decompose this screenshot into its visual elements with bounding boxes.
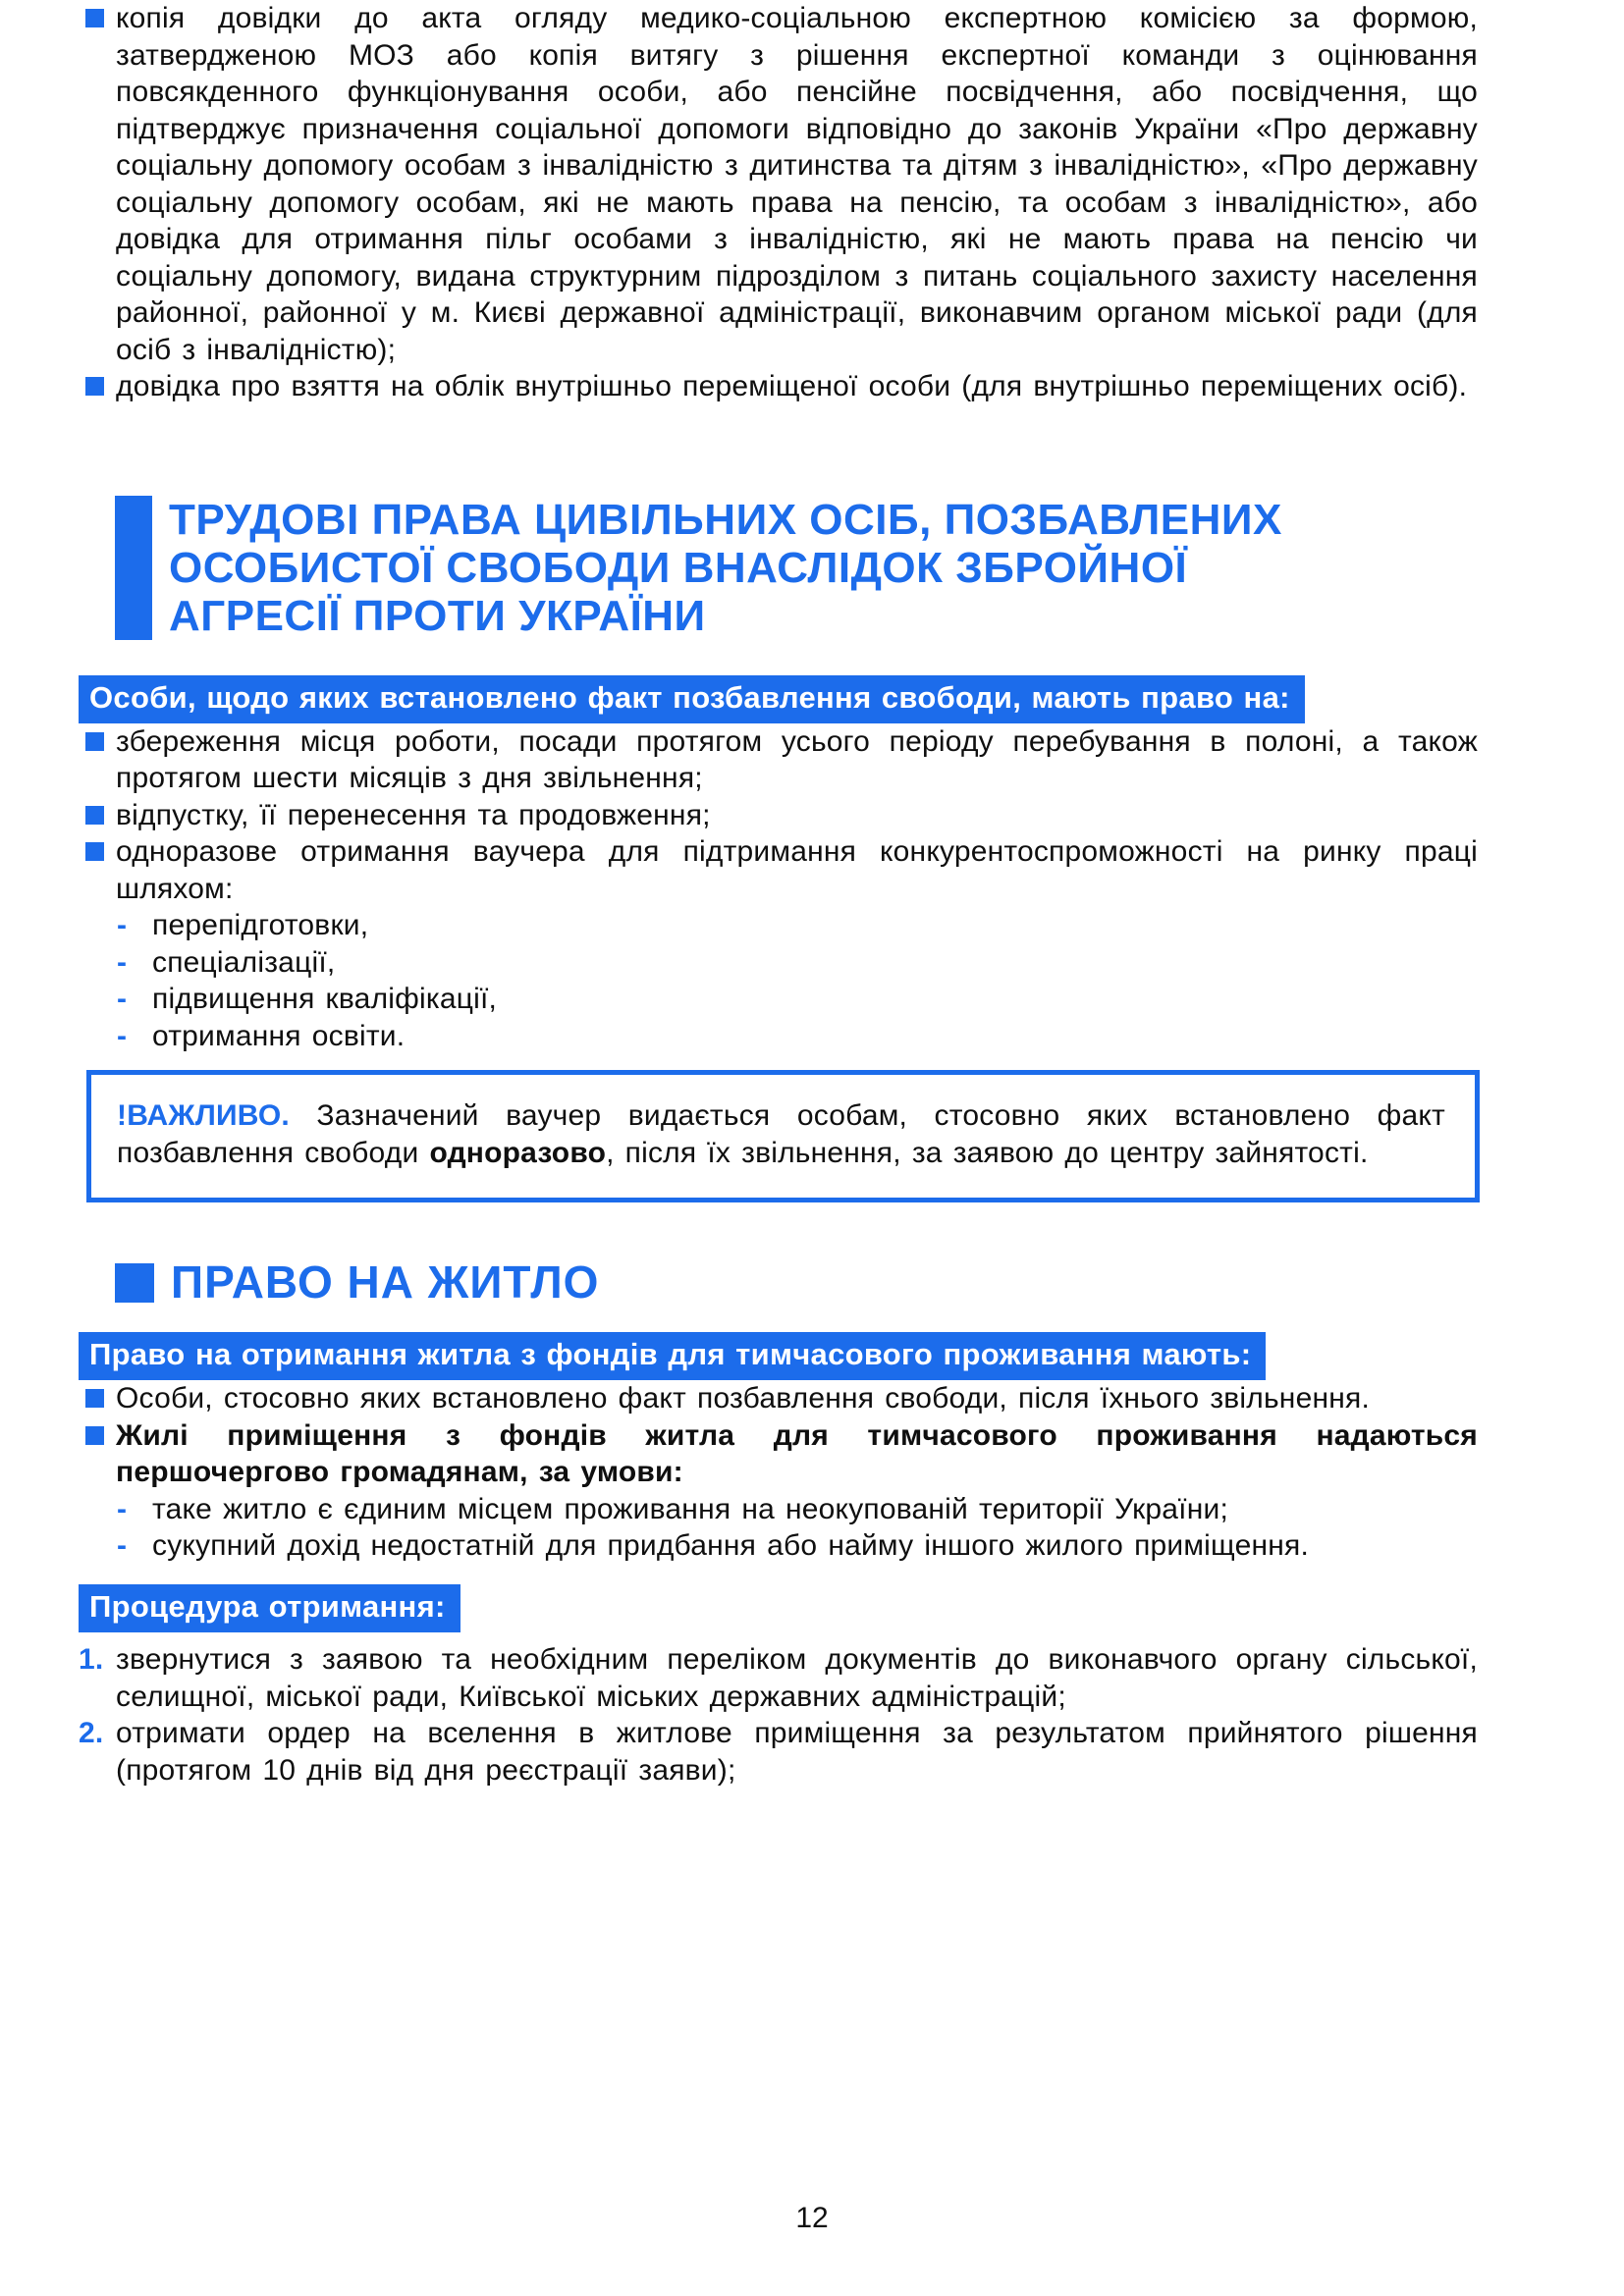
list-item-text: Жилі приміщення з фондів житла для тимчасового проживання надаються першочергово громадянам, за умови: bbox=[116, 1418, 1478, 1489]
important-text: Зазначений ваучер видається особам, стосовно яких встановлено факт позбавлення свободи bbox=[117, 1099, 1445, 1169]
dash-icon: - bbox=[117, 1019, 128, 1052]
heading-square-icon bbox=[115, 1263, 154, 1303]
section-title-line: АГРЕСІЇ ПРОТИ УКРАЇНИ bbox=[169, 591, 706, 640]
sub-list-item-text: спеціалізації, bbox=[152, 945, 336, 979]
document-content-column bbox=[79, 0, 1478, 1789]
bullet-square-icon bbox=[85, 377, 104, 396]
item-number: 2. bbox=[79, 1717, 104, 1750]
subheading-strip: Особи, щодо яких встановлено факт позбавлення свободи, мають право на: bbox=[79, 675, 1305, 723]
section-title bbox=[169, 496, 1282, 640]
sub-list-item bbox=[116, 1018, 1478, 1055]
list-item bbox=[79, 368, 1478, 405]
important-note-box bbox=[86, 1070, 1480, 1202]
bullet-square-icon bbox=[85, 842, 104, 861]
numbered-item bbox=[79, 1641, 1478, 1715]
important-bold-word: одноразово bbox=[429, 1136, 607, 1169]
bullet-square-icon bbox=[85, 732, 104, 751]
section-heading-housing bbox=[115, 1257, 1478, 1307]
labor-rights-list bbox=[79, 723, 1478, 1055]
list-item bbox=[79, 1417, 1478, 1565]
list-item bbox=[79, 833, 1478, 1054]
numbered-item-text: звернутися з заявою та необхідним переліком документів до виконавчого органу сільської, селищної, міської ради, Київської міських державних адміністрацій; bbox=[116, 1643, 1478, 1713]
sub-list-item bbox=[116, 981, 1478, 1018]
subheading-strip-row bbox=[79, 1332, 1478, 1380]
list-item-text: одноразове отримання ваучера для підтримання конкурентоспроможності на ринку праці шляхом: bbox=[116, 835, 1478, 905]
page-number: 12 bbox=[795, 2202, 829, 2234]
section-title-line: ТРУДОВІ ПРАВА ЦИВІЛЬНИХ ОСІБ, ПОЗБАВЛЕНИХ bbox=[169, 495, 1282, 544]
sub-list-item-text: перепідготовки, bbox=[152, 909, 369, 942]
sub-list-item-text: таке житло є єдиним місцем проживання на неокупованій території України; bbox=[152, 1492, 1228, 1525]
procedure-numbered-list bbox=[79, 1641, 1478, 1789]
item-number: 1. bbox=[79, 1643, 104, 1677]
section-title: ПРАВО НА ЖИТЛО bbox=[171, 1256, 600, 1308]
sub-list-item bbox=[116, 944, 1478, 982]
bullet-square-icon bbox=[85, 9, 104, 27]
list-item bbox=[79, 1380, 1478, 1417]
important-text: , після їх звільнення, за заявою до центру зайнятості. bbox=[606, 1136, 1369, 1169]
sub-list bbox=[116, 907, 1478, 1054]
sub-list-item bbox=[116, 907, 1478, 944]
bullet-square-icon bbox=[85, 1389, 104, 1408]
bullet-square-icon bbox=[85, 1426, 104, 1445]
subheading-strip-row bbox=[79, 675, 1478, 723]
important-label: !ВАЖЛИВО. bbox=[117, 1099, 290, 1133]
list-item bbox=[79, 0, 1478, 368]
sub-list-item bbox=[116, 1527, 1478, 1565]
dash-icon: - bbox=[117, 909, 128, 942]
list-item-text: довідка про взяття на облік внутрішньо переміщеної особи (для внутрішньо переміщених осіб). bbox=[116, 370, 1468, 402]
sub-list-item-text: отримання освіти. bbox=[152, 1019, 406, 1052]
list-item-text: Особи, стосовно яких встановлено факт позбавлення свободи, після їхнього звільнення. bbox=[116, 1382, 1370, 1415]
sub-list-item-text: підвищення кваліфікації, bbox=[152, 983, 498, 1016]
housing-list bbox=[79, 1380, 1478, 1565]
section-title-line: ОСОБИСТОЇ СВОБОДИ ВНАСЛІДОК ЗБРОЙНОЇ bbox=[169, 543, 1188, 592]
dash-icon: - bbox=[117, 983, 128, 1016]
dash-icon: - bbox=[117, 1492, 128, 1525]
subheading-strip-row bbox=[79, 1584, 1478, 1632]
sub-list-item bbox=[116, 1491, 1478, 1528]
intro-bullet-list bbox=[79, 0, 1478, 405]
numbered-item bbox=[79, 1715, 1478, 1789]
dash-icon: - bbox=[117, 1529, 128, 1563]
list-item bbox=[79, 797, 1478, 834]
numbered-item-text: отримати ордер на вселення в житлове приміщення за результатом прийнятого рішення (протягом 10 днів від дня реєстрації заяви); bbox=[116, 1717, 1478, 1787]
list-item-text: відпустку, її перенесення та продовження; bbox=[116, 798, 711, 831]
list-item-text: збереження місця роботи, посади протягом усього періоду перебування в полоні, а також протягом шести місяців з дня звільнення; bbox=[116, 724, 1478, 795]
heading-accent-bar bbox=[115, 496, 152, 640]
subheading-strip: Процедура отримання: bbox=[79, 1584, 460, 1632]
bullet-square-icon bbox=[85, 806, 104, 825]
dash-icon: - bbox=[117, 945, 128, 979]
subheading-strip: Право на отримання житла з фондів для тимчасового проживання мають: bbox=[79, 1332, 1266, 1380]
list-item-text: копія довідки до акта огляду медико-соціальною експертною комісією за формою, затвердженою МОЗ або копія витягу з рішення експертної команди з оцінювання повсякденного функціонування особи, або пенсійне посвідчення, або посвідчення, що підтверджує призначення соціальної допомоги відповідно до законів України «Про державну соціальну допомогу особам з інвалідністю з дитинства та дітям з інвалідністю», «Про державну соціальну допомогу особам, які не мають права на пенсію, та особам з інвалідністю», або довідка для отримання пільг особами з інвалідністю, які не мають права на пенсію чи соціальну допомогу, видана структурним підрозділом з питань соціального захисту населення районної, районної у м. Києві державної адміністрації, виконавчим органом міської ради (для осіб з інвалідністю); bbox=[116, 2, 1478, 366]
sub-list bbox=[116, 1491, 1478, 1565]
section-heading-labor-rights bbox=[115, 496, 1478, 640]
list-item bbox=[79, 723, 1478, 797]
sub-list-item-text: сукупний дохід недостатній для придбання або найму іншого жилого приміщення. bbox=[152, 1529, 1309, 1563]
